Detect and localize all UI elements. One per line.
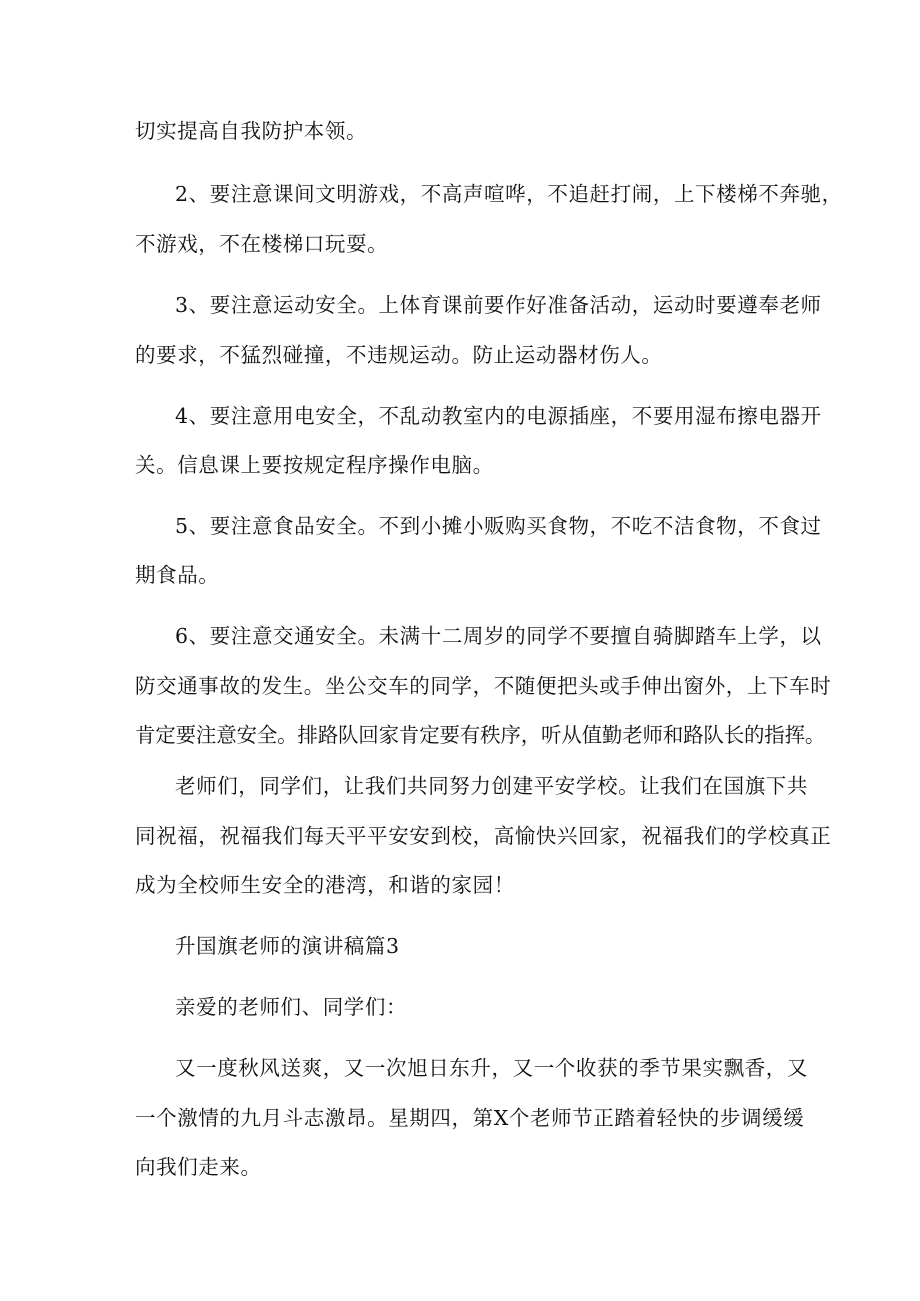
- paragraph-line: 同祝福，祝福我们每天平平安安到校，高愉快兴回家，祝福我们的学校真正: [135, 824, 832, 848]
- paragraph-line: 防交通事故的发生。坐公交车的同学，不随便把头或手伸出窗外，上下车时: [135, 674, 832, 698]
- paragraph-line: 切实提高自我防护本领。: [135, 119, 368, 143]
- paragraph-line: 肯定要注意安全。排路队回家肯定要有秩序，听从值勤老师和路队长的指挥。: [135, 723, 826, 747]
- paragraph-line: 的要求，不猛烈碰撞，不违规运动。防止运动器材伤人。: [135, 343, 663, 367]
- paragraph-line: 5、要注意食品安全。不到小摊小贩购买食物，不吃不洁食物，不食过: [175, 514, 822, 538]
- paragraph-line: 4、要注意用电安全，不乱动教室内的电源插座，不要用湿布擦电器开: [175, 404, 822, 428]
- section-heading: 升国旗老师的演讲稿篇3: [175, 934, 400, 958]
- paragraph-line: 又一度秋风送爽，又一次旭日东升，又一个收获的季节果实飘香，又: [175, 1056, 808, 1080]
- paragraph-line: 关。信息课上要按规定程序操作电脑。: [135, 453, 494, 477]
- paragraph-line: 2、要注意课间文明游戏，不高声喧哗，不追赶打闹，上下楼梯不奔驰，: [175, 182, 843, 206]
- paragraph-line: 向我们走来。: [135, 1155, 262, 1179]
- paragraph-line: 3、要注意运动安全。上体育课前要作好准备活动，运动时要遵奉老师: [175, 293, 822, 317]
- greeting-line: 亲爱的老师们、同学们：: [175, 995, 408, 1019]
- paragraph-line: 期食品。: [135, 563, 220, 587]
- paragraph-line: 老师们，同学们，让我们共同努力创建平安学校。让我们在国旗下共: [175, 774, 808, 798]
- paragraph-line: 不游戏，不在楼梯口玩耍。: [135, 232, 389, 256]
- paragraph-line: 成为全校师生安全的港湾，和谐的家园！: [135, 873, 515, 897]
- paragraph-line: 6、要注意交通安全。未满十二周岁的同学不要擅自骑脚踏车上学，以: [175, 624, 822, 648]
- paragraph-line: 一个激情的九月斗志激昂。星期四，第X个老师节正踏着轻快的步调缓缓: [135, 1106, 805, 1130]
